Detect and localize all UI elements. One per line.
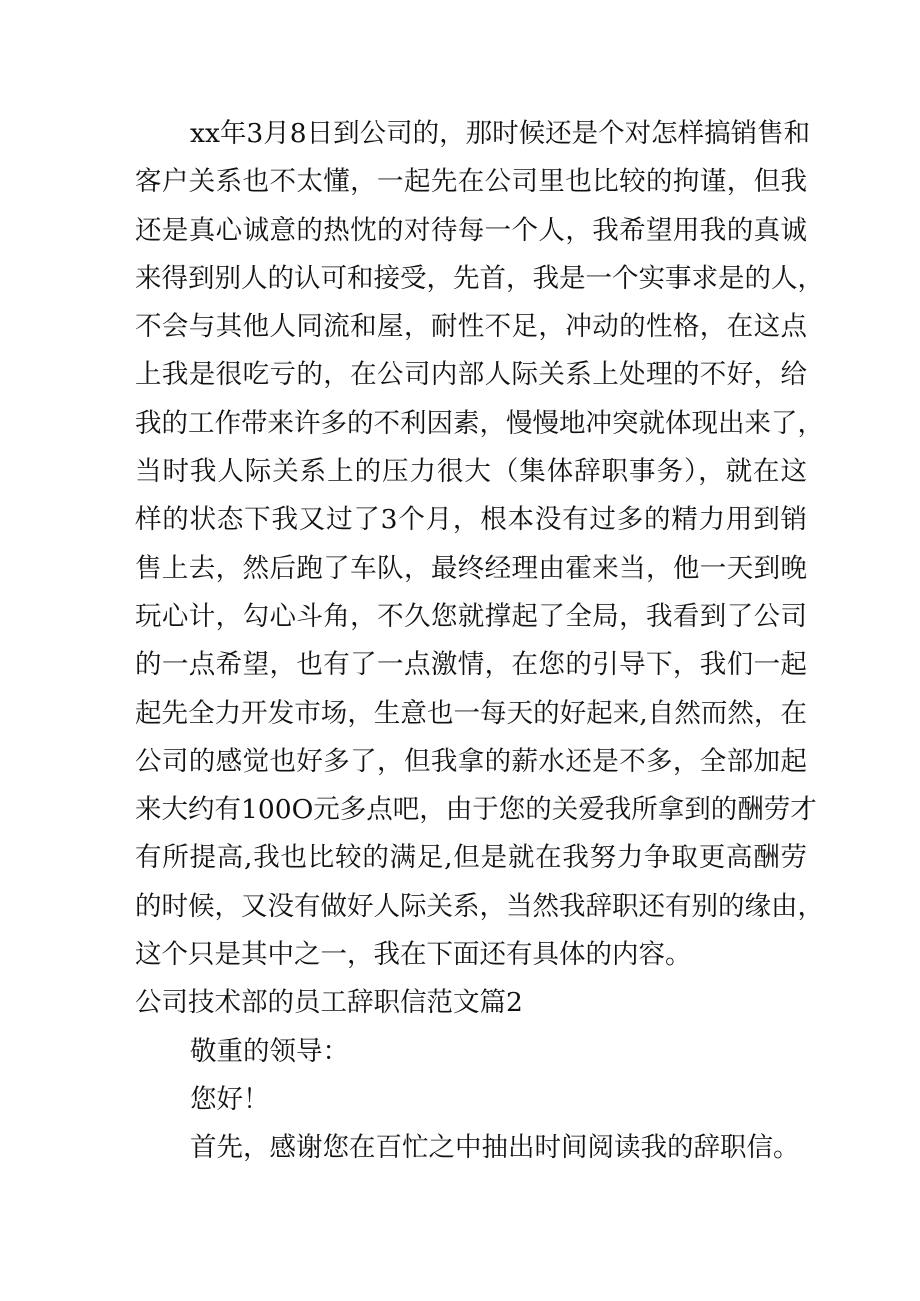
- paragraph-line: 售上去，然后跑了车队，最终经理由霍来当，他一天到晚: [135, 552, 807, 584]
- paragraph-line: 我的工作带来许多的不利因素，慢慢地冲突就体现出来了，: [135, 407, 824, 439]
- paragraph-line: 上我是很吃亏的，在公司内部人际关系上处理的不好，给: [135, 359, 807, 391]
- paragraph-line: 玩心计，勾心斗角，不久您就撑起了全局，我看到了公司: [135, 600, 807, 632]
- paragraph-line: 来大约有100O元多点吧，由于您的关爱我所拿到的酬劳才: [135, 794, 817, 826]
- paragraph-line: 的一点希望，也有了一点激情，在您的引导下，我们一起: [135, 649, 807, 681]
- paragraph-line: 公司的感觉也好多了，但我拿的薪水还是不多，全部加起: [135, 745, 807, 777]
- paragraph-line: 样的状态下我又过了3个月，根本没有过多的精力用到销: [135, 504, 807, 536]
- paragraph-line: 来得到别人的认可和接受，先首，我是一个实事求是的人，: [135, 262, 824, 294]
- paragraph-line: 的时候，又没有做好人际关系，当然我辞职还有别的缘由，: [135, 890, 824, 922]
- paragraph-line: 不会与其他人同流和屋，耐性不足，冲动的性格，在这点: [135, 311, 807, 343]
- paragraph-line: 客户关系也不太懂，一起先在公司里也比较的拘谨，但我: [135, 166, 807, 198]
- section-heading: 公司技术部的员工辞职信范文篇2: [135, 987, 523, 1019]
- paragraph-line: 起先全力开发市场，生意也一每天的好起来,自然而然，在: [135, 697, 807, 729]
- document-body: [135, 110, 824, 1173]
- paragraph-line: xx年3月8日到公司的，那时候还是个对怎样搞销售和: [190, 118, 811, 149]
- paragraph-line: 当时我人际关系上的压力很大（集体辞职事务），就在这: [135, 456, 807, 488]
- greeting: 您好！: [190, 1083, 270, 1115]
- salutation: 敬重的领导：: [190, 1035, 349, 1067]
- paragraph-line: 还是真心诚意的热忱的对待每一个人，我希望用我的真诚: [135, 214, 807, 246]
- paragraph-line-last: 这个只是其中之一，我在下面还有具体的内容。: [135, 939, 692, 971]
- paragraph-line: 有所提高,我也比较的满足,但是就在我努力争取更高酬劳: [135, 842, 807, 874]
- opening-line: 首先，感谢您在百忙之中抽出时间阅读我的辞职信。: [190, 1132, 800, 1164]
